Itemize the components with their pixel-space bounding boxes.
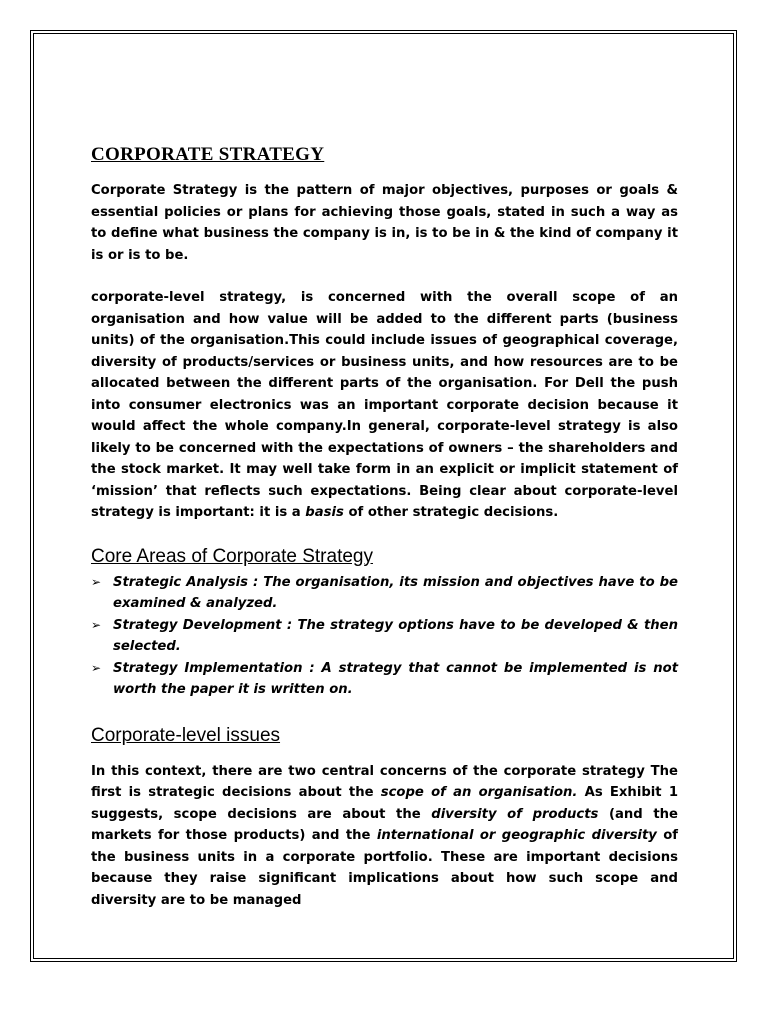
arrow-bullet-icon: ➢ [91, 574, 102, 589]
list-item-text: Strategy Implementation : A strategy that cannot be implemented is not worth the paper it is written on. [113, 660, 678, 697]
issues-paragraph [91, 761, 678, 912]
corporate-issues-heading: Corporate-level issues [91, 724, 281, 746]
intro-paragraph: Corporate Strategy is the pattern of major objectives, purposes or goals & essential policies or plans for achieving those goals, stated in such a way as to define what business the company is in, is to be in & the kind of company it is or is to be. [91, 183, 678, 263]
page-title: CORPORATE STRATEGY [91, 144, 325, 165]
core-areas-list [91, 572, 678, 701]
basis-emphasis: basis [305, 505, 344, 520]
corporate-level-text: corporate-level strategy, is concerned with the overall scope of an organisation and how value will be added to the different parts (business units) of the organisation.This could include issues of geographical coverage, diversity of products/services or business units, and how resources are to be allocated between the different parts of the organisation. For Dell the push into consumer electronics was an important corporate decision because it would affect the whole company.In general, corporate-level strategy is also likely to be concerned with the expectations of owners – the shareholders and the stock market. It may well take form in an explicit or implicit statement of ‘mission’ that reflects such expectations. Being clear about corporate-level strategy is important: it is a [91, 290, 678, 520]
arrow-bullet-icon: ➢ [91, 617, 102, 632]
list-item-text: Strategic Analysis : The organisation, its mission and objectives have to be examined & analyzed. [113, 574, 678, 611]
issues-text-1: In this context, there are two central concerns of the corporate strategy The first is strategic decisions about the [91, 763, 678, 800]
list-item-text: Strategy Development : The strategy options have to be developed & then selected. [113, 617, 678, 654]
diversity-emphasis: diversity of products [431, 806, 599, 822]
document-body [91, 140, 678, 911]
corporate-level-paragraph [91, 287, 678, 524]
arrow-bullet-icon: ➢ [91, 660, 102, 675]
list-item [91, 658, 678, 701]
corporate-level-text-end: of other strategic decisions. [343, 505, 559, 520]
issues-text-3: (and the markets for those products) and the [91, 806, 678, 843]
international-emphasis: international or geographic diversity [376, 828, 657, 843]
scope-emphasis: scope of an organisation. [380, 785, 578, 800]
issues-text-4: of the business units in a corporate portfolio. These are important decisions because they raise significant implications about how such scope and diversity are to be managed [91, 828, 678, 908]
issues-text-2: As Exhibit 1 suggests, scope decisions are about the [91, 785, 678, 822]
list-item [91, 615, 678, 658]
list-item [91, 572, 678, 615]
core-areas-heading: Core Areas of Corporate Strategy [91, 545, 373, 567]
